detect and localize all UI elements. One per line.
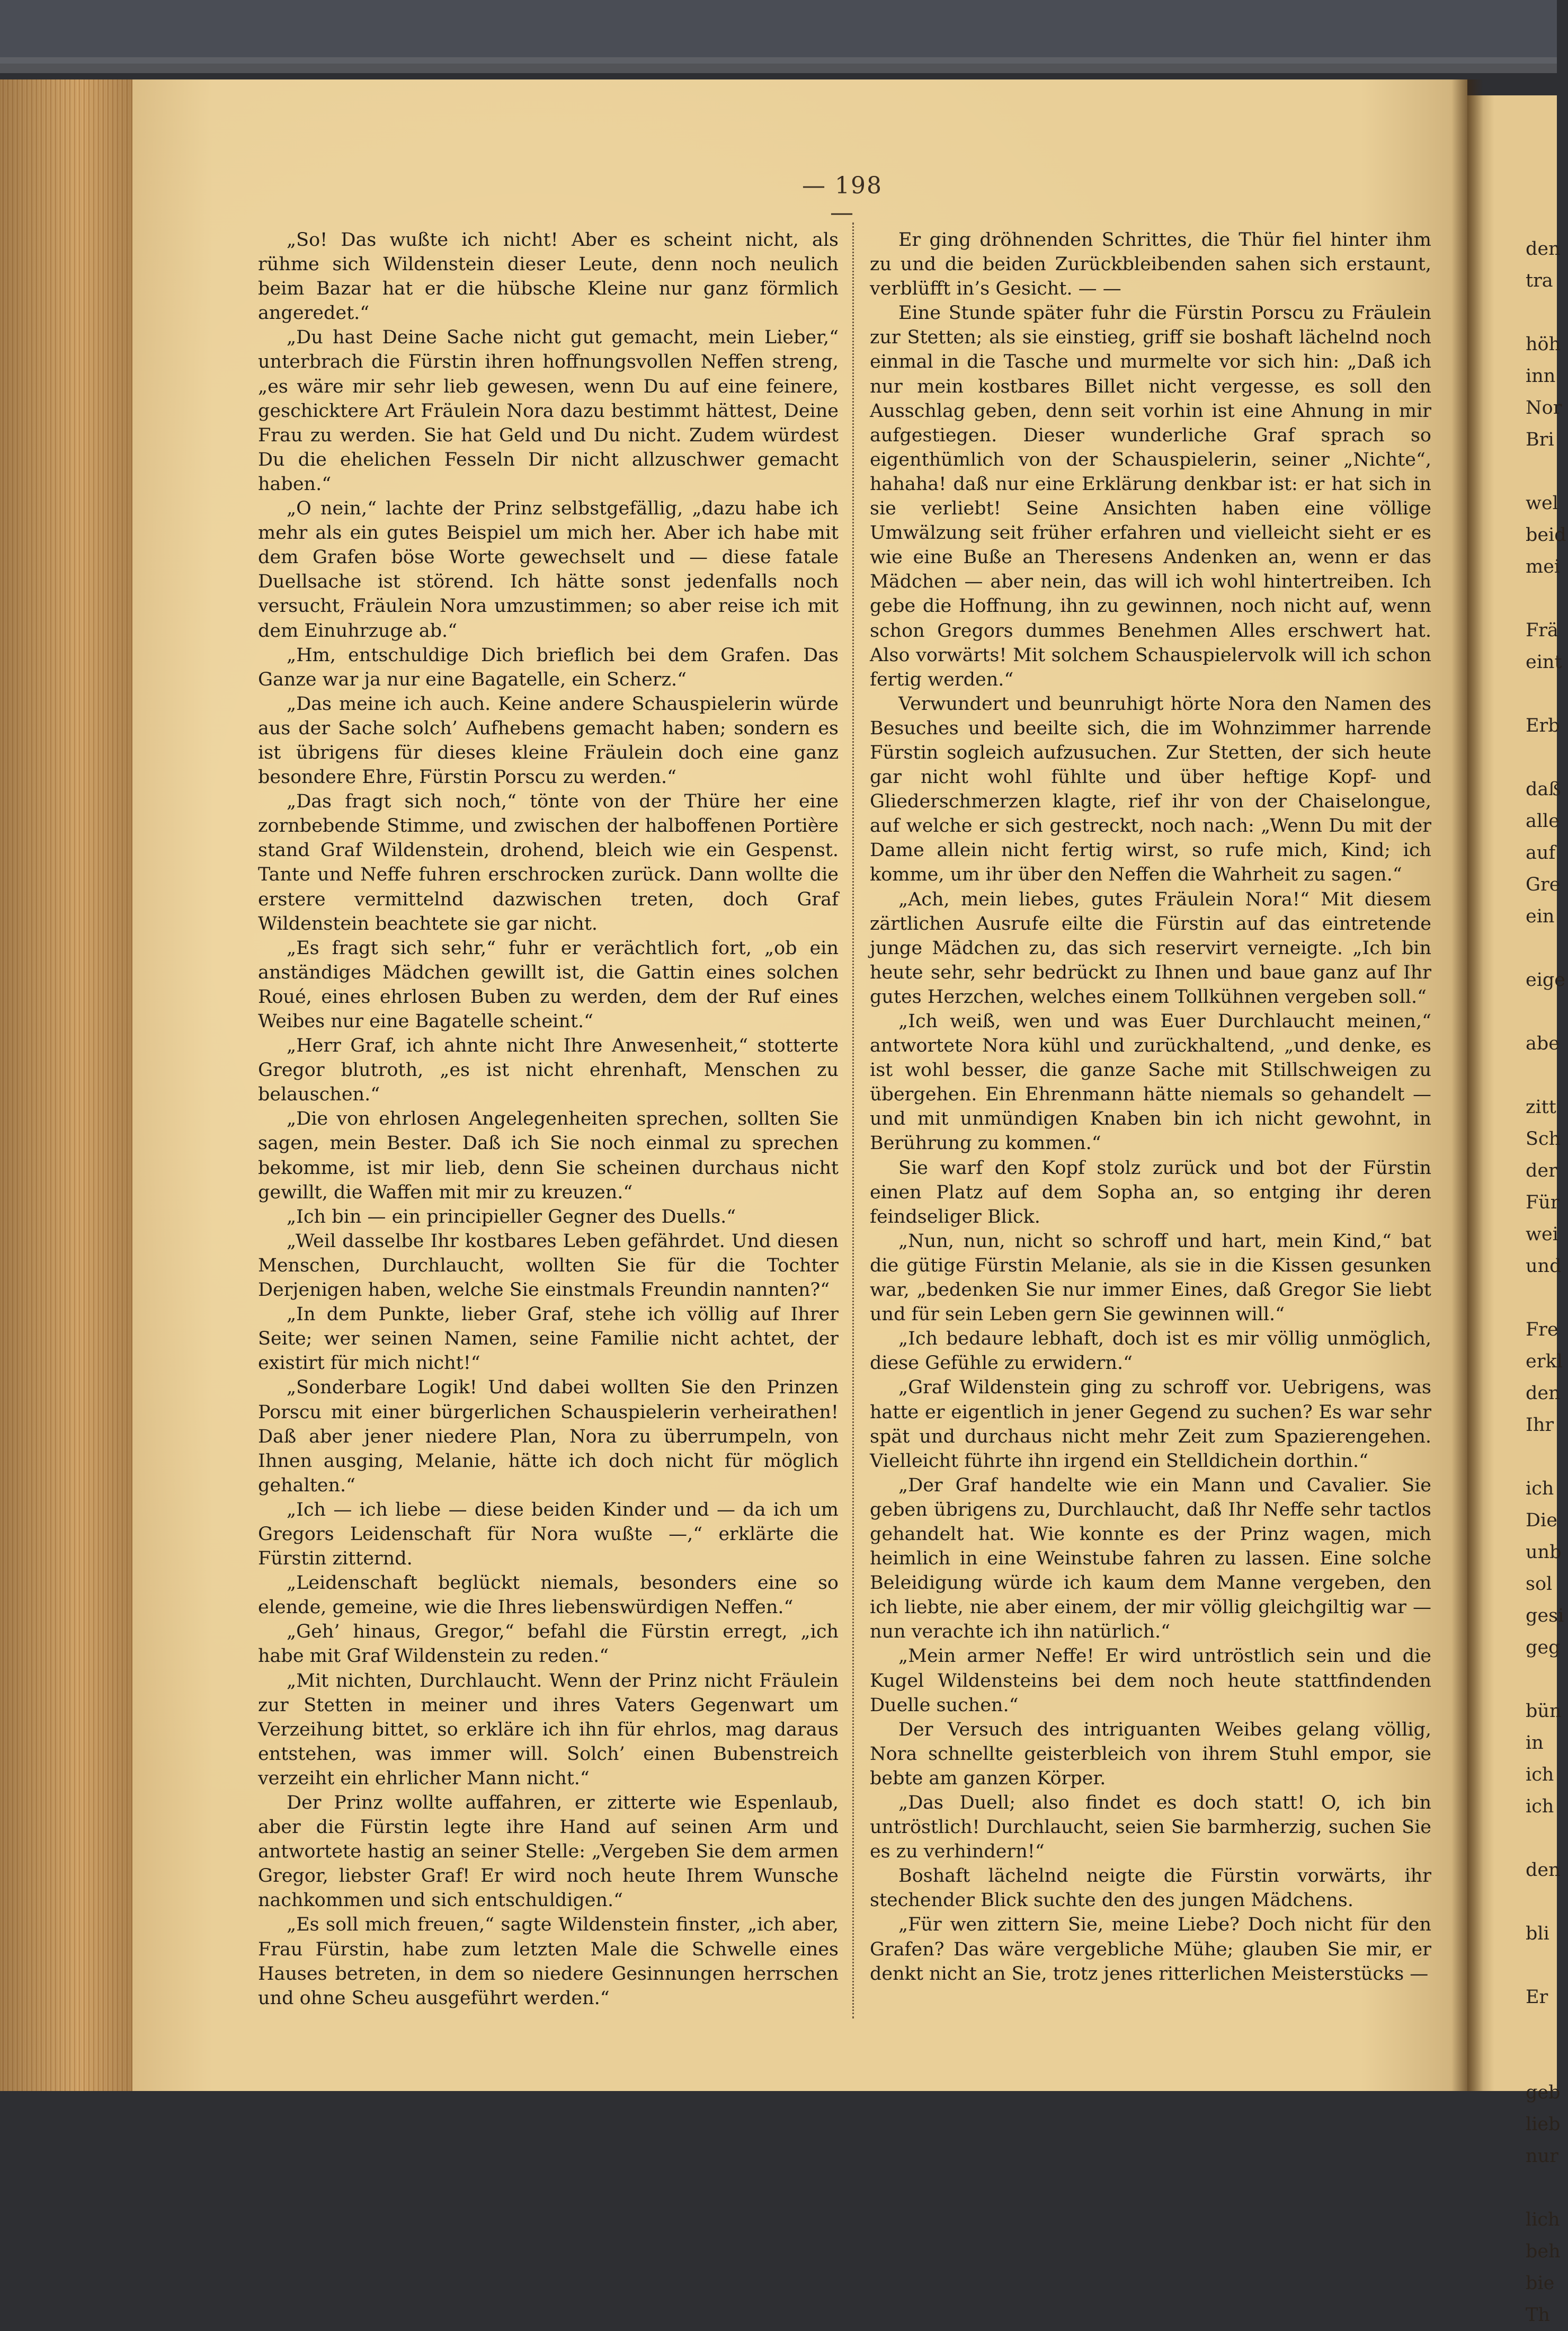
facing-line-fragment: Nor	[1526, 397, 1562, 419]
facing-line-fragment: geb	[1526, 2082, 1561, 2103]
facing-line-fragment: abe	[1526, 1033, 1560, 1054]
paragraph: „Für wen zittern Sie, meine Liebe? Doch nicht für den Grafen? Das wäre vergebliche Mühe; glauben Sie mir, er denkt nicht an Sie, trotz jenes ritterlichen Meisterstücks —	[870, 1914, 1431, 1985]
facing-line-fragment	[1526, 1441, 1568, 1473]
facing-line-fragment: Erb	[1526, 715, 1560, 736]
facing-line-fragment	[1526, 1663, 1568, 1695]
facing-line-fragment: lieb	[1526, 2114, 1561, 2135]
facing-line-fragment: inn	[1526, 366, 1556, 387]
paragraph: „Es soll mich freuen,“ sagte Wildenstein finster, „ich aber, Frau Fürstin, habe zum letzten Male die Schwelle eines Hauses betreten, in dem so niedere Gesinnungen herrschen und ohne Scheu ausgeführt werden.“	[258, 1914, 839, 2009]
paragraph: „Mit nichten, Durchlaucht. Wenn der Prinz nicht Fräulein zur Stetten in meiner und ihres Vaters Gegenwart um Verzeihung bittet, so erkläre ich ihn für ehrlos, mag daraus entstehen, was immer will. Solch’ einen Bubenstreich verzeiht ein ehrlicher Mann nicht.“	[258, 1670, 839, 1789]
facing-line-fragment	[1526, 2013, 1568, 2045]
facing-line-fragment	[1526, 932, 1568, 964]
facing-line-fragment: bli	[1526, 1923, 1549, 1944]
paragraph: Verwundert und beunruhigt hörte Nora den Namen des Besuches und beeilte sich, die im Wohnzimmer harrende Fürstin sogleich aufzusuchen. Zur Stetten, der sich heute gar nicht wohl fühlte und über heftige Kopf- und Gliederschmerzen klagte, rief ihr von der Chaiselongue, auf welche er sich gestreckt, noch nach: „Wenn Du mit der Dame allein nicht fertig wirst, so rufe mich, Kind; ich komme, um ihr über den Neffen die Wahrheit zu sagen.“	[870, 693, 1431, 886]
facing-line-fragment: alle	[1526, 811, 1560, 832]
facing-line-fragment	[1526, 456, 1568, 487]
paragraph: „Geh’ hinaus, Gregor,“ befahl die Fürstin erregt, „ich habe mit Graf Wildenstein zu reden.“	[258, 1621, 839, 1667]
facing-line-fragment: und	[1526, 1256, 1562, 1277]
paragraph: Er ging dröhnenden Schrittes, die Thür fiel hinter ihm zu und die beiden Zurückbleibenden sahen sich erstaunt, verblüfft in’s Gesicht. — —	[870, 229, 1431, 300]
facing-line-fragment: eint	[1526, 652, 1562, 673]
facing-line-fragment: den	[1526, 1860, 1561, 1881]
paragraph: „Es fragt sich sehr,“ fuhr er verächtlich fort, „ob ein anständiges Mädchen gewillt ist, die Gattin eines solchen Roué, eines ehrlosen Buben zu werden, dem der Ruf eines Weibes nur eine Bagatelle scheint.“	[258, 937, 839, 1032]
paragraph: „Das fragt sich noch,“ tönte von der Thüre her eine zornbebende Stimme, und zwischen der halboffenen Portière stand Graf Wildenstein, drohend, bleich wie ein Gespenst. Tante und Neffe fuhren erschrocken zurück. Dann wollte die erstere vermittelnd dazwischen treten, doch Graf Wildenstein beachtete sie gar nicht.	[258, 791, 839, 935]
scanner-background	[0, 0, 1557, 64]
paragraph: Der Prinz wollte auffahren, er zitterte wie Espenlaub, aber die Fürstin legte ihre Hand auf seinen Arm und antwortete hastig an seiner Stelle: „Vergeben Sie dem armen Gregor, liebster Graf! Er wird noch heute Ihrem Wunsche nachkommen und sich entschuldigen.“	[258, 1792, 839, 1911]
facing-line-fragment: Ihr	[1526, 1414, 1554, 1436]
paragraph: „Ich — ich liebe — diese beiden Kinder und — da ich um Gregors Leidenschaft für Nora wußte —,“ erklärte die Fürstin zitternd.	[258, 1499, 839, 1570]
paragraph: Sie warf den Kopf stolz zurück und bot der Fürstin einen Platz auf dem Sopha an, so entging ihr deren feindseliger Blick.	[870, 1157, 1431, 1227]
paragraph: Boshaft lächelnd neigte die Fürstin vorwärts, ihr stechender Blick suchte den des jungen Mädchens.	[870, 1865, 1431, 1911]
facing-line-fragment: mei	[1526, 556, 1561, 577]
paragraph: „Mein armer Neffe! Er wird untröstlich sein und die Kugel Wildensteins bei dem noch heute stattfindenden Duelle suchen.“	[870, 1645, 1431, 1716]
facing-line-fragment: Er	[1526, 1987, 1548, 2008]
facing-line-fragment: Th	[1526, 2305, 1550, 2326]
paragraph: „Die von ehrlosen Angelegenheiten sprechen, sollten Sie sagen, mein Bester. Daß ich Sie noch einmal zu sprechen bekomme, ist mir lieb, denn Sie scheinen durchaus nicht gewillt, die Waffen mit mir zu kreuzen.“	[258, 1108, 839, 1203]
paragraph: „Du hast Deine Sache nicht gut gemacht, mein Lieber,“ unterbrach die Fürstin ihren hoffnungsvollen Neffen streng, „es wäre mir sehr lieb gewesen, wenn Du auf eine feinere, geschicktere Art Fräulein Nora dazu bestimmt hättest, Deine Frau zu werden. Sie hat Geld und Du nicht. Zudem würdest Du die ehelichen Fesseln Dir nicht allzuschwer gemacht haben.“	[258, 327, 839, 495]
paragraph: „Weil dasselbe Ihr kostbares Leben gefährdet. Und diesen Menschen, Durchlaucht, wollten Sie für die Tochter Derjenigen haben, welche Sie einstmals Freundin nannten?“	[258, 1230, 839, 1301]
facing-line-fragment: wel	[1526, 493, 1558, 514]
facing-line-fragment	[1526, 297, 1568, 328]
left-text-column	[258, 228, 839, 2010]
facing-line-fragment: beh	[1526, 2241, 1561, 2262]
paragraph: „Nun, nun, nicht so schroff und hart, mein Kind,“ bat die gütige Fürstin Melanie, als sie in die Kissen gesunken war, „bedenken Sie nur immer Eines, daß Gregor Sie liebt und für sein Leben gern Sie gewinnen will.“	[870, 1230, 1431, 1325]
facing-line-fragment	[1526, 1886, 1568, 1918]
facing-line-fragment: Die	[1526, 1510, 1557, 1531]
facing-line-fragment: geg	[1526, 1637, 1561, 1658]
facing-line-fragment	[1526, 2045, 1568, 2077]
facing-line-fragment: lich	[1526, 2209, 1560, 2230]
facing-line-fragment	[1526, 583, 1568, 615]
column-divider	[852, 223, 854, 2018]
facing-line-fragment: Gre	[1526, 874, 1561, 895]
paragraph: „Ich bedaure lebhaft, doch ist es mir völlig unmöglich, diese Gefühle zu erwidern.“	[870, 1328, 1431, 1374]
paragraph: „Hm, entschuldige Dich brieflich bei dem Grafen. Das Ganze war ja nur eine Bagatelle, ein Scherz.“	[258, 644, 839, 690]
paragraph: Der Versuch des intriguanten Weibes gelang völlig, Nora schnellte geisterbleich von ihrem Stuhl empor, sie bebte am ganzen Körper.	[870, 1719, 1431, 1789]
facing-line-fragment: Frä	[1526, 620, 1558, 641]
facing-line-fragment: daß	[1526, 779, 1561, 800]
facing-line-fragment	[1526, 2172, 1568, 2204]
facing-page-text-fragments	[1526, 233, 1568, 2331]
facing-line-fragment	[1526, 742, 1568, 773]
facing-line-fragment: sol	[1526, 1573, 1553, 1595]
paragraph: „In dem Punkte, lieber Graf, stehe ich völlig auf Ihrer Seite; wer seinen Namen, seine Familie nicht achtet, der existirt für mich nicht!“	[258, 1304, 839, 1374]
facing-line-fragment: tra	[1526, 270, 1553, 291]
paragraph: „So! Das wußte ich nicht! Aber es scheint nicht, als rühme sich Wildenstein dieser Leute, denn noch neulich beim Bazar hat er die hübsche Kleine nur ganz förmlich angeredet.“	[258, 229, 839, 324]
facing-line-fragment: Fre	[1526, 1319, 1558, 1340]
facing-line-fragment	[1526, 1950, 1568, 1981]
facing-line-fragment	[1526, 1822, 1568, 1854]
paragraph: „Herr Graf, ich ahnte nicht Ihre Anwesenheit,“ stotterte Gregor blutroth, „es ist nicht ehrenhaft, Menschen zu belauschen.“	[258, 1035, 839, 1106]
paragraph: „Der Graf handelte wie ein Mann und Cavalier. Sie geben übrigens zu, Durchlaucht, daß Ihr Neffe sehr tactlos gehandelt hat. Wie konnte es der Prinz wagen, mich heimlich in eine Weinstube fahren zu lassen. Eine solche Beleidigung würde ich kaum dem Manne vergeben, den ich liebte, nie aber einem, der mir völlig gleichgiltig war — nun verachte ich ihn natürlich.“	[870, 1474, 1431, 1643]
facing-line-fragment: nur	[1526, 2146, 1558, 2167]
facing-line-fragment: bie	[1526, 2273, 1555, 2294]
paragraph: „Ich weiß, wen und was Euer Durchlaucht meinen,“ antwortete Nora kühl und zurückhaltend, „und denke, es ist wohl besser, die ganze Sache mit Stillschweigen zu übergehen. Ein Ehrenmann hätte niemals so gehandelt — und mit unmündigen Knaben bin ich nicht gewohnt, in Berührung zu kommen.“	[870, 1011, 1431, 1154]
paragraph: Eine Stunde später fuhr die Fürstin Porscu zu Fräulein zur Stetten; als sie einstieg, griff sie boshaft lächelnd noch einmal in die Tasche und murmelte vor sich hin: „Daß ich nur mein kostbares Billet nicht vergesse, es soll den Ausschlag geben, denn seit vorhin ist eine Ahnung in mir aufgestiegen. Dieser wunderliche Graf sprach so eigenthümlich von der Schauspielerin, seiner „Nichte“, hahaha! daß nur eine Erklärung denkbar ist: er hat sich in sie verliebt! Seine Ansichten haben eine völlige Umwälzung seit früher erfahren und vielleicht sieht er es wie eine Buße an Theresens Andenken an, wenn er das Mädchen — aber nein, das will ich wohl hintertreiben. Ich gebe die Hoffnung, ihn zu gewinnen, noch nicht auf, wenn schon Gregors dummes Benehmen Alles erschwert hat. Also vorwärts! Mit solchem Schauspielervolk will ich schon fertig werden.“	[870, 303, 1431, 690]
facing-line-fragment: beid	[1526, 524, 1566, 546]
facing-line-fragment	[1526, 1282, 1568, 1314]
facing-line-fragment: der	[1526, 1160, 1557, 1181]
facing-line-fragment: den	[1526, 1383, 1561, 1404]
facing-line-fragment: eige	[1526, 969, 1566, 991]
book-page-edges	[0, 79, 135, 2091]
page-number: — 198 —	[802, 172, 883, 226]
facing-line-fragment: ein	[1526, 906, 1555, 927]
paragraph: „Graf Wildenstein ging zu schroff vor. Uebrigens, was hatte er eigentlich in jener Gegend zu suchen? Es war sehr spät und durchaus nicht mehr Zeit zum Spazierengehen. Vielleicht führte ihn irgend ein Stelldichein dorthin.“	[870, 1377, 1431, 1472]
paragraph: „Das Duell; also findet es doch statt! O, ich bin untröstlich! Durchlaucht, seien Sie barmherzig, suchen Sie es zu verhindern!“	[870, 1792, 1431, 1863]
facing-line-fragment	[1526, 1060, 1568, 1091]
facing-line-fragment: Sch	[1526, 1128, 1561, 1150]
facing-line-fragment: auf	[1526, 842, 1556, 864]
paragraph: „O nein,“ lachte der Prinz selbstgefällig, „dazu habe ich mehr als ein gutes Beispiel um mich her. Aber ich habe mit dem Grafen böse Worte gewechselt und — diese fatale Duellsache ist störend. Ich hätte sonst jedenfalls noch versucht, Fräulein Nora umzustimmen; so aber reise ich mit dem Einuhrzuge ab.“	[258, 498, 839, 642]
facing-line-fragment: bün	[1526, 1701, 1562, 1722]
facing-line-fragment: höh	[1526, 334, 1561, 355]
facing-line-fragment: Für	[1526, 1192, 1560, 1213]
facing-line-fragment: unb	[1526, 1542, 1562, 1563]
page-gutter-shadow	[1451, 79, 1483, 2091]
facing-line-fragment: wei	[1526, 1224, 1558, 1245]
facing-line-fragment	[1526, 996, 1568, 1028]
facing-line-fragment: Bri	[1526, 429, 1554, 450]
paragraph: „Ich bin — ein principieller Gegner des Duells.“	[287, 1206, 736, 1227]
facing-line-fragment: gesi	[1526, 1605, 1564, 1626]
facing-line-fragment: in	[1526, 1732, 1544, 1754]
facing-line-fragment	[1526, 678, 1568, 710]
facing-line-fragment: zitt	[1526, 1097, 1556, 1118]
paragraph: „Leidenschaft beglückt niemals, besonders eine so elende, gemeine, wie die Ihres liebenswürdigen Neffen.“	[258, 1572, 839, 1618]
facing-line-fragment: ich	[1526, 1796, 1554, 1817]
paragraph: „Ach, mein liebes, gutes Fräulein Nora!“ Mit diesem zärtlichen Ausrufe eilte die Fürstin auf das eintretende junge Mädchen zu, das sich reservirt verneigte. „Ich bin heute sehr, sehr bedrückt zu Ihnen und baue ganz auf Ihr gutes Herzchen, welches einem Tollkühnen vergeben soll.“	[870, 888, 1431, 1008]
paragraph: „Sonderbare Logik! Und dabei wollten Sie den Prinzen Porscu mit einer bürgerlichen Schauspielerin verheirathen! Daß aber jener niedere Plan, Nora zu überrumpeln, von Ihnen ausging, Melanie, hätte ich doch nicht für möglich gehalten.“	[258, 1377, 839, 1496]
facing-line-fragment: ich	[1526, 1764, 1554, 1785]
facing-line-fragment: ich	[1526, 1478, 1554, 1499]
facing-line-fragment: erkl	[1526, 1351, 1563, 1372]
facing-line-fragment: den	[1526, 238, 1561, 260]
right-text-column	[870, 228, 1431, 1986]
paragraph: „Das meine ich auch. Keine andere Schauspielerin würde aus der Sache solch’ Aufhebens gemacht haben; sondern es ist übrigens für dieses kleine Fräulein doch eine ganz besondere Ehre, Fürstin Porscu zu werden.“	[258, 693, 839, 788]
